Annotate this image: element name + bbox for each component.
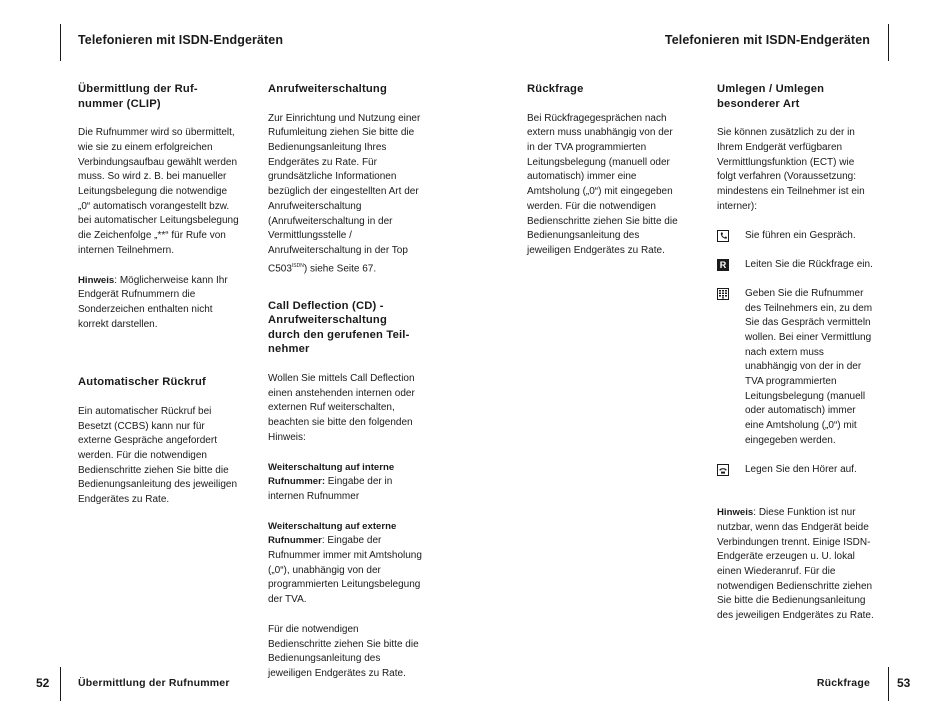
hang-up-icon bbox=[717, 464, 729, 476]
cd-internal bbox=[268, 461, 422, 505]
forwarding-text-b: ) siehe Seite 67. bbox=[303, 262, 377, 274]
handset-call-icon bbox=[717, 230, 729, 242]
umlegen-intro: Sie können zusätzlich zu der in Ihrem Endgerät verfügbaren Vermittlungsfunktion (ECT) wie folgt verfahren (Voraussetzung: mindestens ein Teilnehmer ist ein interner): bbox=[717, 127, 865, 212]
callback-heading: Automatischer Rückruf bbox=[78, 376, 206, 389]
cd-internal-label: Weiterschaltung auf interne Rufnummer: bbox=[268, 461, 395, 488]
step-3 bbox=[717, 287, 875, 449]
column-rueckfrage bbox=[527, 82, 683, 274]
cd-external bbox=[268, 520, 422, 608]
cd-text: Wollen Sie mittels Call Deflection einen anstehenden internen oder externen Ruf weiterschalten, beachten sie bitte den folgenden Hinweis: bbox=[268, 373, 415, 443]
clip-text: Die Rufnummer wird so übermittelt, wie sie zu einem erfolgreichen Verbindungsaufbau gewählt werden muss. So wird z. B. bei manueller Leitungsbelegung die notwendige „0“ automatisch vorangestellt bzw. bei automatischer Leitungsbelegung die Zeichenfolge „**“ für Rufe von internen Teilnehmern. bbox=[78, 127, 239, 256]
keypad-icon bbox=[717, 288, 729, 300]
rueckfrage-text: Bei Rückfragegesprächen nach extern muss unabhängig von der in der TVA programmierten Leitungsbelegung (manuell oder automatisch) immer eine Amtsholung („0“) mit eingegeben werden. Für die notwendigen Bedienschritte ziehen Sie bitte die Bedienungsanleitung des jeweiligen Endgerätes zu Rate. bbox=[527, 112, 678, 256]
step-2-text: Leiten Sie die Rückfrage ein. bbox=[745, 259, 873, 271]
running-head-left: Telefonieren mit ISDN-Endgeräten bbox=[78, 33, 284, 47]
umlegen-hint-text: : Diese Funktion ist nur nutzbar, wenn das Endgerät beide Verbindungen trennt. Einige ISDN-Endgeräte erzeugen u. U. lokal einen Wiederanruf. Für die notwendigen Bedienschritte ziehen Sie bitte die Bedienungsanleitung des jeweiligen Endgerätes zu Rate. bbox=[717, 507, 874, 622]
cd-external-text: : Eingabe der Rufnummer immer mit Amtsholung („0“), unabhängig von der programmierten Leitungsbelegung der TVA. bbox=[268, 535, 422, 606]
header-rule-left bbox=[60, 24, 61, 61]
clip-heading: Übermittlung der Ruf- nummer (CLIP) bbox=[78, 83, 198, 110]
step-1-text: Sie führen ein Gespräch. bbox=[745, 230, 856, 242]
r-key-icon: R bbox=[717, 259, 729, 271]
hint-label: Hinweis bbox=[78, 274, 115, 286]
cd-heading: Call Deflection (CD) - Anrufweiterschaltung durch den gerufenen Teil- nehmer bbox=[268, 299, 410, 356]
clip-hint bbox=[78, 274, 240, 333]
umlegen-hint-label: Hinweis bbox=[717, 507, 754, 519]
rueckfrage-heading: Rückfrage bbox=[527, 83, 584, 95]
page-number-left: 52 bbox=[36, 676, 50, 690]
page-number-right: 53 bbox=[897, 676, 911, 690]
cd-internal-text: Eingabe der in internen Rufnummer bbox=[268, 476, 393, 502]
cd-steps-text: Für die notwendigen Bedienschritte ziehen Sie bitte die Bedienungsanleitung des jeweiligen Endgerätes zu Rate. bbox=[268, 623, 419, 679]
column-clip bbox=[78, 82, 240, 523]
footer-title-left: Übermittlung der Rufnummer bbox=[78, 677, 230, 689]
step-4 bbox=[717, 463, 875, 478]
forwarding-heading: Anrufweiterschaltung bbox=[268, 83, 387, 95]
step-2 bbox=[717, 258, 875, 273]
callback-text: Ein automatischer Rückruf bei Besetzt (CCBS) kann nur für externe Gespräche angefordert werden. Für die notwendigen Bedienschritte ziehen Sie bitte die Bedienungsanleitung des jeweiligen Endgerätes zu Rate. bbox=[78, 405, 238, 506]
cd-external-label: Weiterschaltung auf externe Rufnummer bbox=[268, 520, 397, 547]
column-forwarding bbox=[268, 82, 422, 697]
forwarding-text-a: Zur Einrichtung und Nutzung einer Rufumleitung ziehen Sie bitte die Bedienungsanleitung Ihres Endgerätes zu Rate. Für grundsätzliche Informationen bezüglich der eingestellten Art der Anrufweiterschaltung (Anrufweiterschaltung in der Vermittlungsstelle / Anrufweiterschaltung in der Top C503 bbox=[268, 112, 421, 274]
running-head-right: Telefonieren mit ISDN-Endgeräten bbox=[664, 33, 870, 47]
footer-title-right: Rückfrage bbox=[816, 677, 870, 689]
step-4-text: Legen Sie den Hörer auf. bbox=[745, 463, 857, 475]
forwarding-text bbox=[268, 112, 422, 277]
hint-text: : Möglicherweise kann Ihr Endgerät Rufnummern die Sonderzeichen enthalten nicht korrekt darstellen. bbox=[78, 274, 228, 330]
step-1 bbox=[717, 229, 875, 244]
column-umlegen bbox=[717, 82, 875, 639]
step-3-text: Geben Sie die Rufnummer des Teilnehmers ein, zu dem Sie das Gespräch vermitteln wollen. Bei einer Vermittlung nach extern muss unabhängig von der in der TVA programmierten Leitungsbelegung (manuell oder automatisch) immer eine Amtsholung („0“) mit eingegeben werden. bbox=[745, 287, 873, 446]
forwarding-sup: ISDN bbox=[291, 262, 304, 269]
umlegen-heading: Umlegen / Umlegen besonderer Art bbox=[717, 83, 825, 110]
footer-rule-right bbox=[888, 667, 889, 701]
header-rule-right bbox=[888, 24, 889, 61]
umlegen-hint bbox=[717, 506, 875, 624]
footer-rule-left bbox=[60, 667, 61, 701]
